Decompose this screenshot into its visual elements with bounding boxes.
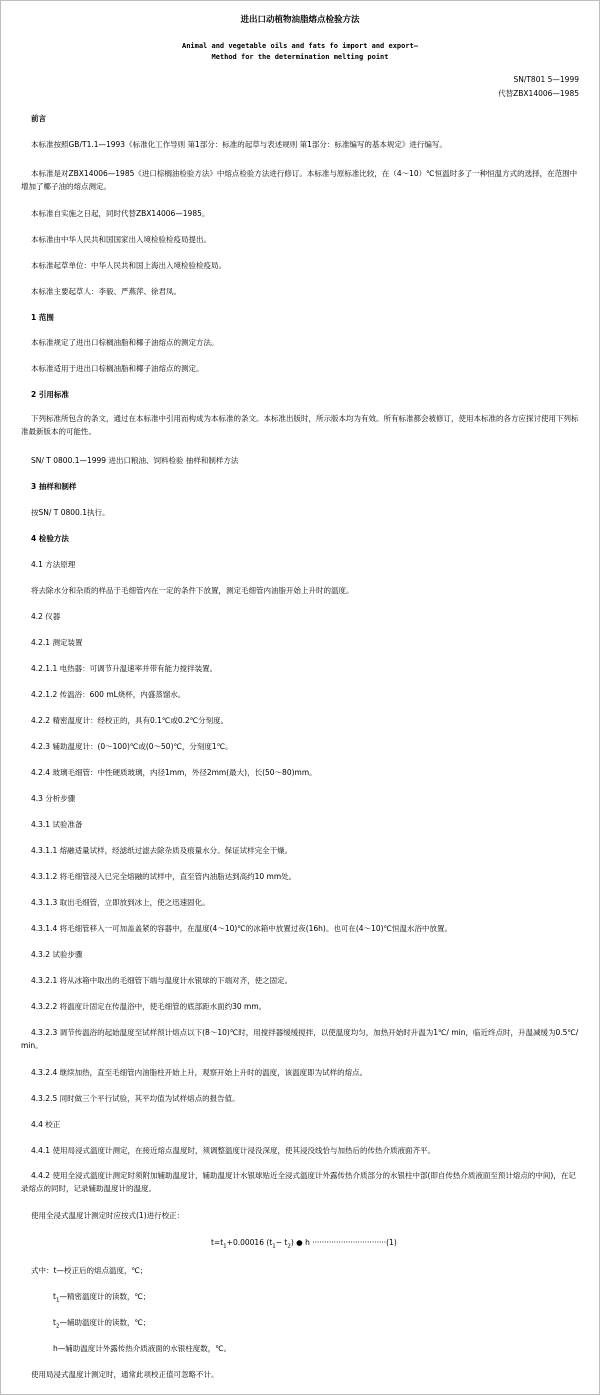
section-1-paragraph-2: 本标准适用于进出口棕榈油脂和椰子油熔点的测定。 bbox=[31, 364, 204, 373]
section-1-heading: 1 范围 bbox=[31, 313, 54, 322]
section-4-4-2: 4.4.2 使用全浸式温度计测定时须附加辅助温度计，辅助温度计水银球贴近全浸式温度计外露传热介质部分的水银柱中部(即自传热介质液面至预计熔点的中间)，在记录熔点的同时，记录辅助温度计的温度。 bbox=[21, 1171, 576, 1193]
section-4-1-heading: 4.1 方法原理 bbox=[31, 560, 76, 569]
section-3-heading: 3 抽样和制样 bbox=[31, 482, 77, 491]
foreword-paragraph-5: 本标准起草单位：中华人民共和国上海出入境检验检疫局。 bbox=[31, 261, 226, 270]
formula-where-t1: $t_1—$精密温度计的读数，℃； bbox=[53, 1292, 151, 1304]
section-4-2-4: 4.2.4 玻璃毛细管：中性硬质玻璃，内径1mm，外径2mm(最大)，长(50～80)mm。 bbox=[31, 768, 317, 777]
formula-where-h: h—辅助温度计外露传热介质液面的水银柱度数，℃。 bbox=[53, 1344, 232, 1353]
section-4-3-1: 4.3.1 试验准备 bbox=[31, 820, 83, 829]
formula-where-t2: $t_2—$辅助温度计的读数，℃； bbox=[53, 1318, 151, 1330]
foreword-paragraph-6: 本标准主要起草人：李毅、严燕萍、徐君凤。 bbox=[31, 287, 181, 296]
section-4-4-1: 4.4.1 使用局浸式温度计测定，在接近熔点温度时，须调整温度计浸没深度，使其浸没线恰与加热后的传热介质液面齐平。 bbox=[31, 1146, 435, 1155]
section-4-3-2-5: 4.3.2.5 同时做三个平行试验，其平均值为试样熔点的报告值。 bbox=[31, 1094, 240, 1103]
foreword-heading: 前言 bbox=[31, 114, 46, 123]
section-2-heading: 2 引用标准 bbox=[31, 390, 69, 399]
section-1-paragraph-1: 本标准规定了进出口棕榈油脂和椰子油熔点的测定方法。 bbox=[31, 338, 219, 347]
final-note: 使用局浸式温度计测定时，通常此项校正值可忽略不计。 bbox=[31, 1370, 219, 1379]
section-4-3-2: 4.3.2 试验步骤 bbox=[31, 950, 83, 959]
section-4-3-heading: 4.3 分析步骤 bbox=[31, 794, 76, 803]
section-4-2-1: 4.2.1 测定装置 bbox=[31, 638, 83, 647]
section-3-paragraph: 按SN/ T 0800.1执行。 bbox=[31, 508, 110, 517]
section-4-3-2-3: 4.3.2.3 调节传温浴的起始温度至试样预计熔点以下(8～10)℃时，用搅拌器缓缓搅拌，以使温度均匀，加热开始时升温为1℃/ min，临近终点时，升温减缓为0.5℃/ min。 bbox=[21, 1028, 579, 1050]
standard-number: SN/T801 5—1999 bbox=[513, 75, 579, 84]
section-4-3-1-2: 4.3.1.2 将毛细管浸入已完全熔融的试样中，直至管内油脂达到高约10 mm处。 bbox=[31, 872, 297, 881]
section-4-1-paragraph: 将去除水分和杂质的样品于毛细管内在一定的条件下放置，测定毛细管内油脂开始上升时的温度。 bbox=[31, 586, 354, 595]
section-4-3-1-1: 4.3.1.1 熔融适量试样，经滤纸过滤去除杂质及痕量水分。保证试样完全干燥。 bbox=[31, 846, 293, 855]
section-4-2-heading: 4.2 仪器 bbox=[31, 612, 61, 621]
english-title-line-2: Method for the determination melting point bbox=[211, 53, 389, 61]
section-4-3-2-1: 4.3.2.1 将从冰箱中取出的毛细管下端与温度计水银球的下端对齐，使之固定。 bbox=[31, 976, 293, 985]
section-4-3-2-2: 4.3.2.2 将温度计固定在传温浴中，使毛细管的底部距水面约30 mm。 bbox=[31, 1002, 267, 1011]
section-2-paragraph-1: 下列标准所包含的条文，通过在本标准中引用而构成为本标准的条文。本标准出版时，所示版本均为有效。所有标准都会被修订，使用本标准的各方应探讨使用下列标准最新版本的可能性。 bbox=[21, 414, 579, 436]
foreword-paragraph-3: 本标准自实施之日起，同时代替ZBX14006—1985。 bbox=[31, 209, 210, 218]
foreword-paragraph-1: 本标准按照GB/T1.1—1993《标准化工作导则 第1部分：标准的起草与表述规则 第1部分：标准编写的基本规定》进行编写。 bbox=[31, 140, 447, 149]
section-4-2-3: 4.2.3 辅助温度计：(0～100)℃或(0～50)℃，分刻度1℃。 bbox=[31, 742, 233, 751]
section-4-4-heading: 4.4 校正 bbox=[31, 1120, 61, 1129]
replaces-standard: 代替ZBX14006—1985 bbox=[498, 89, 579, 98]
section-2-reference: SN/ T 0800.1—1999 进出口粮油、饲料检验 抽样和制样方法 bbox=[31, 456, 239, 465]
english-title-line-1: Animal and vegetable oils and fats fo import and export— bbox=[181, 42, 418, 50]
foreword-paragraph-2: 本标准是对ZBX14006—1985《进口棕榈油检验方法》中熔点检验方法进行修订。本标准与原标准比较，在（4～10）℃恒温时多了一种恒温方式的选择，在范围中增加了椰子油的熔点测定。 bbox=[21, 169, 578, 191]
document-title: 进出口动植物油脂熔点检验方法 bbox=[240, 15, 360, 25]
section-4-heading: 4 检验方法 bbox=[31, 534, 69, 543]
section-4-3-1-3: 4.3.1.3 取出毛细管，立即放到冰上，使之迅速固化。 bbox=[31, 898, 210, 907]
correction-intro: 使用全浸式温度计测定时应按式(1)进行校正： bbox=[31, 1211, 185, 1220]
section-4-2-2: 4.2.2 精密温度计：经校正的，具有0.1℃或0.2℃分刻度。 bbox=[31, 716, 229, 725]
correction-formula: $t=t_1+0.00016$ $(t_1- t_2)$ ● h ·······························(1) bbox=[211, 1238, 397, 1250]
section-4-3-1-4: 4.3.1.4 将毛细管移入一可加盖盖紧的容器中，在温度(4～10)℃的冰箱中放置过夜(16h)。也可在(4～10)℃恒温水浴中放置。 bbox=[31, 924, 452, 933]
section-4-2-1-1: 4.2.1.1 电热器：可调节升温速率并带有能力搅拌装置。 bbox=[31, 664, 218, 673]
foreword-paragraph-4: 本标准由中华人民共和国国家出入境检验检疫局提出。 bbox=[31, 235, 211, 244]
section-4-3-2-4: 4.3.2.4 继续加热，直至毛细管内油脂柱开始上升，观察开始上升时的温度，该温度即为试样的熔点。 bbox=[31, 1068, 368, 1077]
section-4-2-1-2: 4.2.1.2 传温浴：600 mL烧杯，内盛蒸馏水。 bbox=[31, 690, 186, 699]
formula-where-t: 式中：t—校正后的熔点温度，℃； bbox=[31, 1266, 148, 1275]
